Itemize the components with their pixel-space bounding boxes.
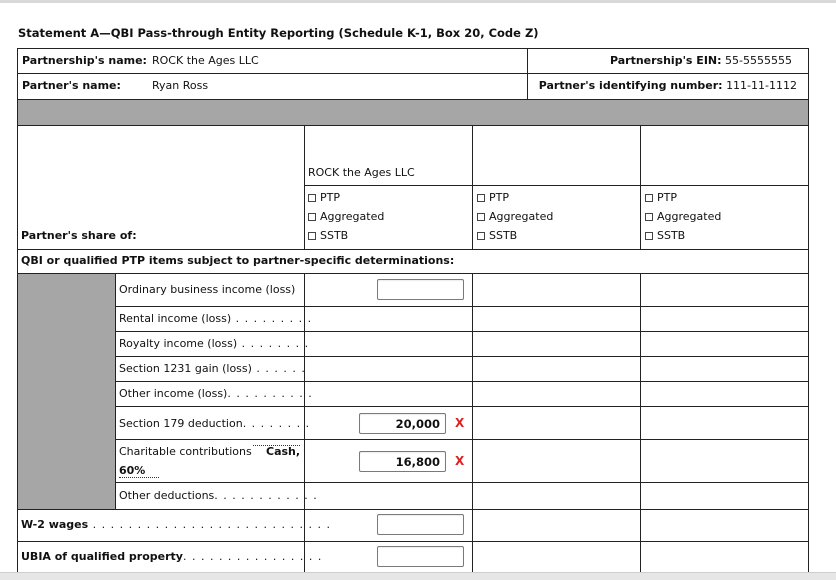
gray-side-block [18, 274, 115, 509]
charitable-percent-label: 60% [119, 464, 159, 478]
ein-field [610, 54, 792, 67]
partnership-name-value: ROCK the Ages LLC [152, 54, 259, 67]
ubia-label: UBIA of qualified property. . . . . . . . . . . . . . . . [21, 550, 323, 563]
checkbox-icon [645, 213, 653, 221]
ein-label: Partnership's EIN: [609, 54, 722, 67]
table-right-border [808, 126, 809, 572]
section-179-error-icon: X [455, 416, 465, 430]
section-179-label: Section 179 deduction. . . . . . . . [119, 417, 311, 430]
partner-name-label: Partner's name: [22, 79, 121, 92]
row-separator [17, 509, 809, 510]
col-divider-1-top [304, 126, 305, 249]
royalty-income-label: Royalty income (loss) . . . . . . . . [119, 337, 310, 350]
gray-band [17, 99, 809, 126]
row-separator [115, 356, 809, 357]
checkbox-icon [645, 232, 653, 240]
partner-id-field [539, 79, 797, 92]
row-separator [115, 406, 809, 407]
charitable-error-icon: X [455, 454, 465, 468]
section-divider [17, 273, 809, 274]
w2-wages-label: W-2 wages . . . . . . . . . . . . . . . . . . . . . . . . . . . [21, 518, 331, 531]
label-col-left-border [115, 273, 116, 510]
partner-name-value: Ryan Ross [152, 79, 209, 92]
col-divider-3-top [640, 126, 641, 249]
row-separator [115, 306, 809, 307]
ubia-input[interactable] [377, 546, 464, 567]
col2-sstb-checkbox[interactable]: SSTB [477, 229, 517, 242]
row-separator [115, 331, 809, 332]
charitable-cash-label: Cash, [266, 445, 301, 458]
checkbox-icon [477, 232, 485, 240]
partner-share-label: Partner's share of: [21, 229, 137, 242]
col3-sstb-checkbox[interactable]: SSTB [645, 229, 685, 242]
col3-aggregated-checkbox[interactable]: Aggregated [645, 210, 721, 223]
entity-options-divider [304, 185, 808, 186]
col2-aggregated-checkbox[interactable]: Aggregated [477, 210, 553, 223]
col3-ptp-checkbox[interactable]: PTP [645, 191, 677, 204]
share-divider [17, 249, 809, 250]
col1-ptp-checkbox[interactable]: PTP [308, 191, 340, 204]
col-divider-2-top [472, 126, 473, 249]
checkbox-icon [477, 213, 485, 221]
ein-value: 55-5555555 [725, 54, 792, 67]
col1-sstb-checkbox[interactable]: SSTB [308, 229, 348, 242]
partnership-name-label: Partnership's name: [22, 54, 147, 67]
section-label: QBI or qualified PTP items subject to partner-specific determinations: [21, 254, 455, 267]
row-separator [115, 482, 809, 483]
window-top-edge [0, 0, 836, 3]
rental-income-label: Rental income (loss) . . . . . . . . . [119, 312, 313, 325]
row-separator [17, 541, 809, 542]
charitable-input[interactable]: 16,800 [359, 451, 446, 472]
statement-title: Statement A—QBI Pass-through Entity Reporting (Schedule K-1, Box 20, Code Z) [18, 26, 539, 40]
ordinary-income-label: Ordinary business income (loss) [119, 283, 296, 296]
other-income-label: Other income (loss). . . . . . . . . . [119, 387, 313, 400]
partner-id-value: 111-11-1112 [726, 79, 797, 92]
checkbox-icon [477, 194, 485, 202]
col-divider-2 [472, 273, 473, 572]
charitable-label: Charitable contributions [119, 445, 252, 458]
partner-id-label: Partner's identifying number: [538, 79, 723, 92]
checkbox-icon [645, 194, 653, 202]
other-deductions-label: Other deductions. . . . . . . . . . . . [119, 489, 318, 502]
checkbox-icon [308, 194, 316, 202]
header-divider [17, 73, 809, 74]
checkbox-icon [308, 232, 316, 240]
row-separator [115, 381, 809, 382]
col-divider-3 [640, 273, 641, 572]
header-column-divider [527, 48, 528, 100]
section-179-input[interactable]: 20,000 [359, 413, 446, 434]
checkbox-icon [308, 213, 316, 221]
section-1231-label: Section 1231 gain (loss) . . . . . . [119, 362, 306, 375]
col1-aggregated-checkbox[interactable]: Aggregated [308, 210, 384, 223]
col1-entity-name: ROCK the Ages LLC [308, 166, 415, 179]
w2-wages-input[interactable] [377, 514, 464, 535]
col2-ptp-checkbox[interactable]: PTP [477, 191, 509, 204]
ordinary-income-input[interactable] [377, 279, 464, 300]
row-separator [115, 439, 809, 440]
